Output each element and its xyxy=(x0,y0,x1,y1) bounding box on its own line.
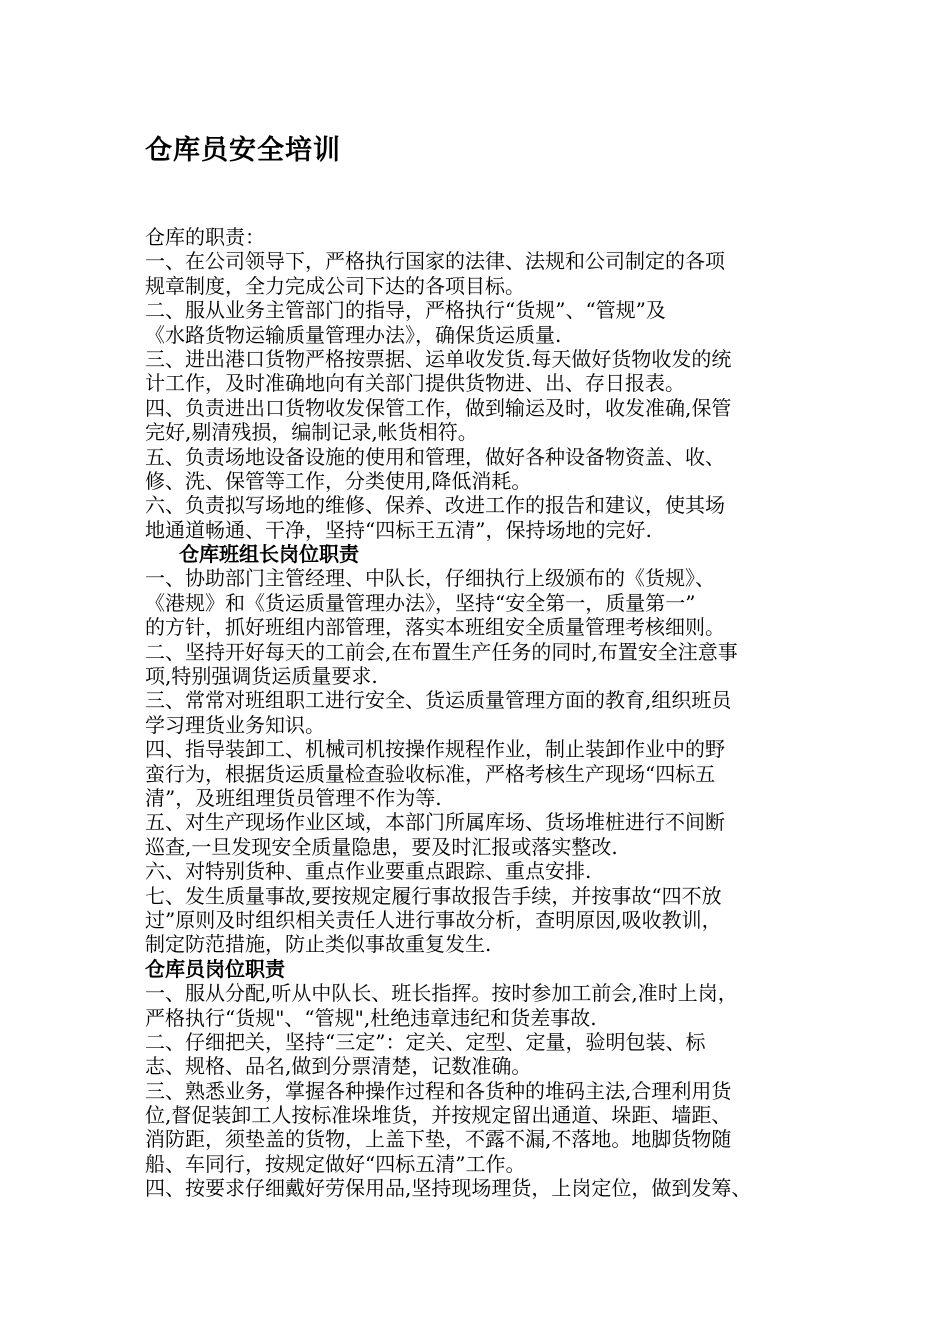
paragraph-line: 三、进出港口货物严格按票据、运单收发货.每天做好货物收发的统 xyxy=(145,346,732,371)
paragraph-line: 一、在公司领导下，严格执行国家的法律、法规和公司制定的各项 xyxy=(145,249,725,274)
paragraph-line: 六、对特别货种、重点作业要重点跟踪、重点安排. xyxy=(145,859,592,884)
paragraph-line: 一、协助部门主管经理、中队长，仔细执行上级颁布的《货规》、 xyxy=(145,566,715,591)
paragraph-line: 制定防范措施，防止类似事故重复发生. xyxy=(145,932,492,957)
paragraph-line: 蛮行为，根据货运质量检查验收标准，严格考核生产现场“四标五 xyxy=(145,761,716,786)
paragraph-line: 一、服从分配,听从中队长、班长指挥。按时参加工前会,准时上岗， xyxy=(145,981,738,1006)
paragraph-line: 二、服从业务主管部门的指导，严格执行“货规”、“管规”及 xyxy=(145,298,666,323)
document-title: 仓库员安全培训 xyxy=(145,135,341,166)
paragraph-line: 三、常常对班组职工进行安全、货运质量管理方面的教育,组织班员 xyxy=(145,688,732,713)
paragraph-line: 六、负责拟写场地的维修、保养、改进工作的报告和建议，使其场 xyxy=(145,493,725,518)
section-heading-team-leader: 仓库班组长岗位职责 xyxy=(179,542,359,567)
paragraph-line: 消防距，须垫盖的货物，上盖下垫，不露不漏,不落地。地脚货物随 xyxy=(145,1127,732,1152)
paragraph-line: 巡查,一旦发现安全质量隐患，要及时汇报或落实整改. xyxy=(145,834,618,859)
paragraph-line: 完好,剔清残损，编制记录,帐货相符。 xyxy=(145,420,478,445)
paragraph-line: 五、负责场地设备设施的使用和管理，做好各种设备物资盖、收、 xyxy=(145,444,725,469)
paragraph-line: 规章制度，全力完成公司下达的各项目标。 xyxy=(145,273,525,298)
paragraph-line: 位,督促装卸工人按标准垛堆货，并按规定留出通道、垛距、墙距、 xyxy=(145,1103,732,1128)
paragraph-line: 学习理货业务知识。 xyxy=(145,712,325,737)
paragraph-line: 修、洗、保管等工作，分类使用,降低消耗。 xyxy=(145,468,532,493)
paragraph-line: 项,特别强调货运质量要求. xyxy=(145,664,378,689)
paragraph-line: 二、坚持开好每天的工前会,在布置生产任务的同时,布置安全注意事 xyxy=(145,639,738,664)
paragraph-line: 严格执行“货规"、“管规",杜绝违章违纪和货差事故. xyxy=(145,1005,597,1030)
section-heading-warehouse-clerk: 仓库员岗位职责 xyxy=(145,956,285,981)
paragraph-line: 船、车同行，按规定做好“四标五清”工作。 xyxy=(145,1151,526,1176)
paragraph-line: 四、按要求仔细戴好劳保用品,坚持现场理货，上岗定位，做到发筹、 xyxy=(145,1176,752,1201)
paragraph-line: 志、规格、品名,做到分票清楚，记数准确。 xyxy=(145,1054,532,1079)
section-heading-warehouse-duties: 仓库的职责： xyxy=(145,225,265,249)
paragraph-line: 计工作，及时准确地向有关部门提供货物进、出、存日报表。 xyxy=(145,371,685,396)
paragraph-line: 四、负责进出口货物收发保管工作，做到输运及时，收发准确,保管 xyxy=(145,395,732,420)
paragraph-line: 七、发生质量事故,要按规定履行事故报告手续，并按事故“四不放 xyxy=(145,883,722,908)
paragraph-line: 《港规》和《货运质量管理办法》，坚持“安全第一，质量第一” xyxy=(145,590,696,615)
paragraph-line: 清”，及班组理货员管理不作为等. xyxy=(145,785,442,810)
paragraph-line: 三、熟悉业务，掌握各种操作过程和各货种的堆码主法,合理利用货 xyxy=(145,1078,732,1103)
document-body xyxy=(145,225,815,1201)
paragraph-line: 地通道畅通、干净，坚持“四标王五清”，保持场地的完好. xyxy=(145,517,652,542)
paragraph-line: 过”原则及时组织相关责任人进行事故分析，查明原因,吸收教训， xyxy=(145,907,722,932)
paragraph-line: 四、指导装卸工、机械司机按操作规程作业，制止装卸作业中的野 xyxy=(145,737,725,762)
paragraph-line: 二、仔细把关，坚持“三定”：定关、定型、定量，验明包装、标 xyxy=(145,1029,706,1054)
paragraph-line: 五、对生产现场作业区域，本部门所属库场、货场堆桩进行不间断 xyxy=(145,810,725,835)
paragraph-line: 《水路货物运输质量管理办法》，确保货运质量. xyxy=(145,322,562,347)
paragraph-line: 的方针，抓好班组内部管理，落实本班组安全质量管理考核细则。 xyxy=(145,615,725,640)
